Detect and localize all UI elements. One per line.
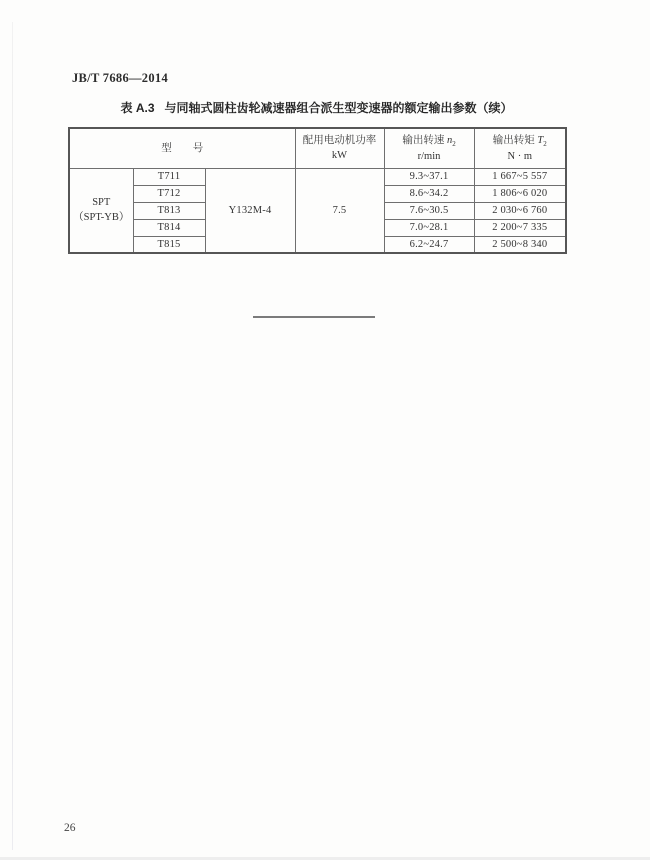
page-number: 26 — [64, 822, 76, 834]
cell-speed: 6.2~24.7 — [384, 236, 474, 253]
header-model: 型 号 — [69, 128, 295, 168]
cell-torque: 1 667~5 557 — [474, 168, 566, 185]
table-header-row — [69, 128, 566, 168]
cell-motor-model: Y132M-4 — [205, 168, 295, 253]
series-name-line1: SPT — [92, 197, 111, 209]
paper-scan-edge-left — [12, 22, 13, 850]
cell-model: T814 — [133, 219, 205, 236]
cell-torque: 2 500~8 340 — [474, 236, 566, 253]
table-caption-title: 与同轴式圆柱齿轮减速器组合派生型变速器的额定输出参数（续） — [164, 101, 513, 115]
output-parameters-table — [68, 127, 567, 254]
table-header — [69, 128, 566, 168]
cell-model: T815 — [133, 236, 205, 253]
header-motor-power — [295, 128, 384, 168]
series-name-line2: （SPT-YB） — [73, 212, 130, 224]
end-of-document-divider — [253, 316, 375, 318]
header-output-torque-label: 输出转矩 $T_2$ — [492, 133, 547, 148]
table-body — [69, 168, 566, 253]
cell-torque: 1 806~6 020 — [474, 185, 566, 202]
cell-model: T712 — [133, 185, 205, 202]
header-motor-power-unit: kW — [331, 150, 348, 162]
cell-series-name — [69, 168, 133, 253]
cell-speed: 9.3~37.1 — [384, 168, 474, 185]
cell-torque: 2 030~6 760 — [474, 202, 566, 219]
header-output-speed-label: 输出转速 $n_2$ — [402, 133, 456, 148]
cell-speed: 7.6~30.5 — [384, 202, 474, 219]
header-output-speed-unit: r/min — [417, 150, 441, 162]
cell-speed: 7.0~28.1 — [384, 219, 474, 236]
header-motor-power-label: 配用电动机功率 — [302, 134, 377, 147]
cell-power-value: 7.5 — [295, 168, 384, 253]
table-row — [69, 168, 566, 185]
header-output-torque — [474, 128, 566, 168]
table-caption — [68, 99, 565, 116]
cell-model: T813 — [133, 202, 205, 219]
header-output-speed — [384, 128, 474, 168]
table-caption-label: 表 A.3 — [120, 101, 155, 115]
cell-speed: 8.6~34.2 — [384, 185, 474, 202]
cell-torque: 2 200~7 335 — [474, 219, 566, 236]
cell-model: T711 — [133, 168, 205, 185]
document-standard-number: JB/T 7686—2014 — [72, 71, 168, 85]
header-output-torque-unit: N · m — [507, 150, 533, 162]
